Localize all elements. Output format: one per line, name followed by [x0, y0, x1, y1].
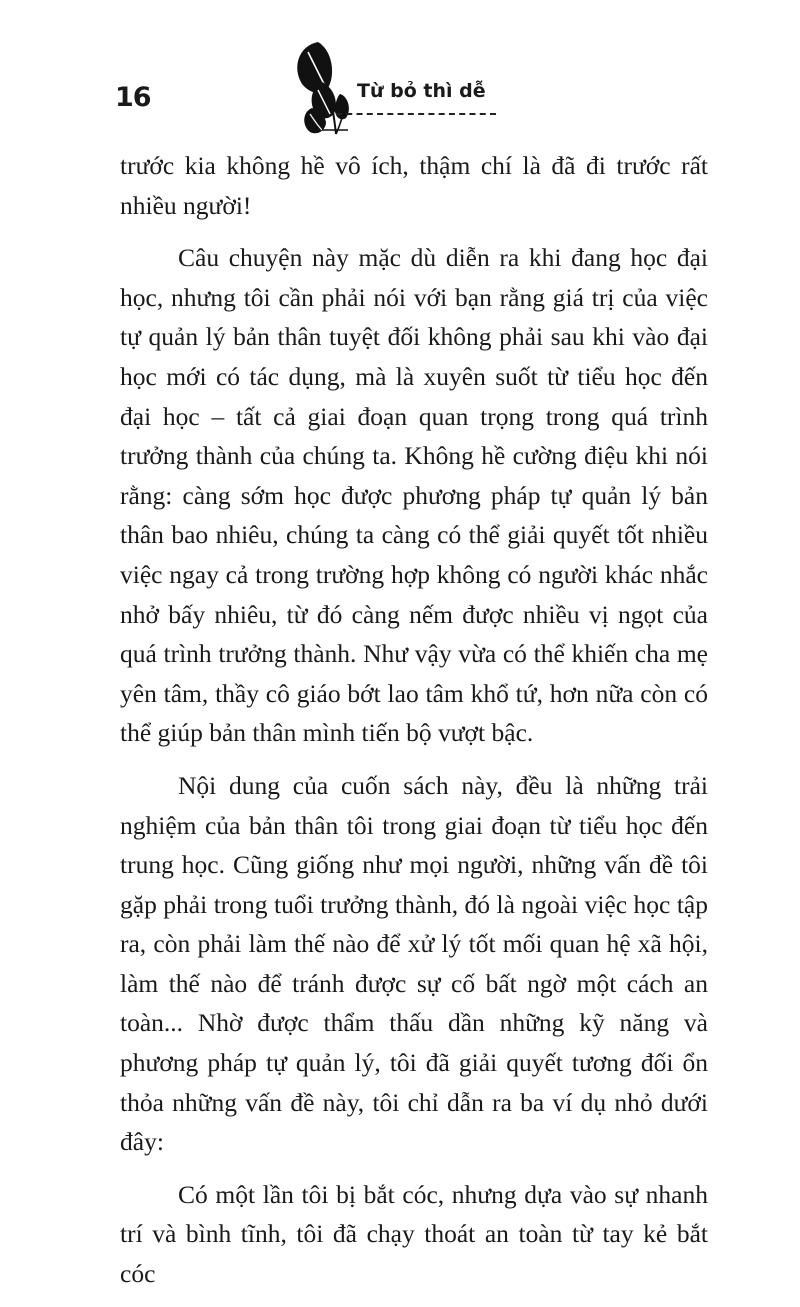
paragraph: Câu chuyện này mặc dù diễn ra khi đang học đại học, nhưng tôi cần phải nói với bạn rằng giá trị của việc tự quản lý bản thân tuyệt đối không phải sau khi vào đại học mới có tác dụng, mà là xuyên suốt từ tiểu học đến đại học – tất cả giai đoạn quan trọng trong quá trình trưởng thành của chúng ta. Không hề cường điệu khi nói rằng: càng sớm học được phương pháp tự quản lý bản thân bao nhiêu, chúng ta càng có thể giải quyết tốt nhiều việc ngay cả trong trường hợp không có người khác nhắc nhở bấy nhiêu, từ đó càng nếm được nhiều vị ngọt của quá trình trưởng thành. Như vậy vừa có thể khiến cha mẹ yên tâm, thầy cô giáo bớt lao tâm khổ tứ, hơn nữa còn có thể giúp bản thân mình tiến bộ vượt bậc. — [120, 243, 708, 748]
title-underline — [336, 113, 496, 115]
page-header — [0, 0, 800, 150]
body-text — [120, 146, 708, 1307]
paragraph: Có một lần tôi bị bắt cóc, nhưng dựa vào sự nhanh trí và bình tĩnh, tôi đã chạy thoát an toàn từ tay kẻ bắt cóc — [120, 1179, 708, 1289]
running-title: Từ bỏ thì dễ — [357, 80, 486, 102]
paragraph: Nội dung của cuốn sách này, đều là những trải nghiệm của bản thân tôi trong giai đoạn từ tiểu học đến trung học. Cũng giống như mọi người, những vấn đề tôi gặp phải trong tuổi trưởng thành, đó là ngoài việc học tập ra, còn phải làm thế nào để xử lý tốt mối quan hệ xã hội, làm thế nào để tránh được sự cố bất ngờ một cách an toàn... Nhờ được thẩm thấu dần những kỹ năng và phương pháp tự quản lý, tôi đã giải quyết tương đối ổn thỏa những vấn đề này, tôi chỉ dẫn ra ba ví dụ nhỏ dưới đây: — [120, 770, 708, 1157]
page-number: 16 — [115, 82, 151, 113]
paragraph: trước kia không hề vô ích, thậm chí là đã đi trước rất nhiều người! — [120, 151, 708, 220]
